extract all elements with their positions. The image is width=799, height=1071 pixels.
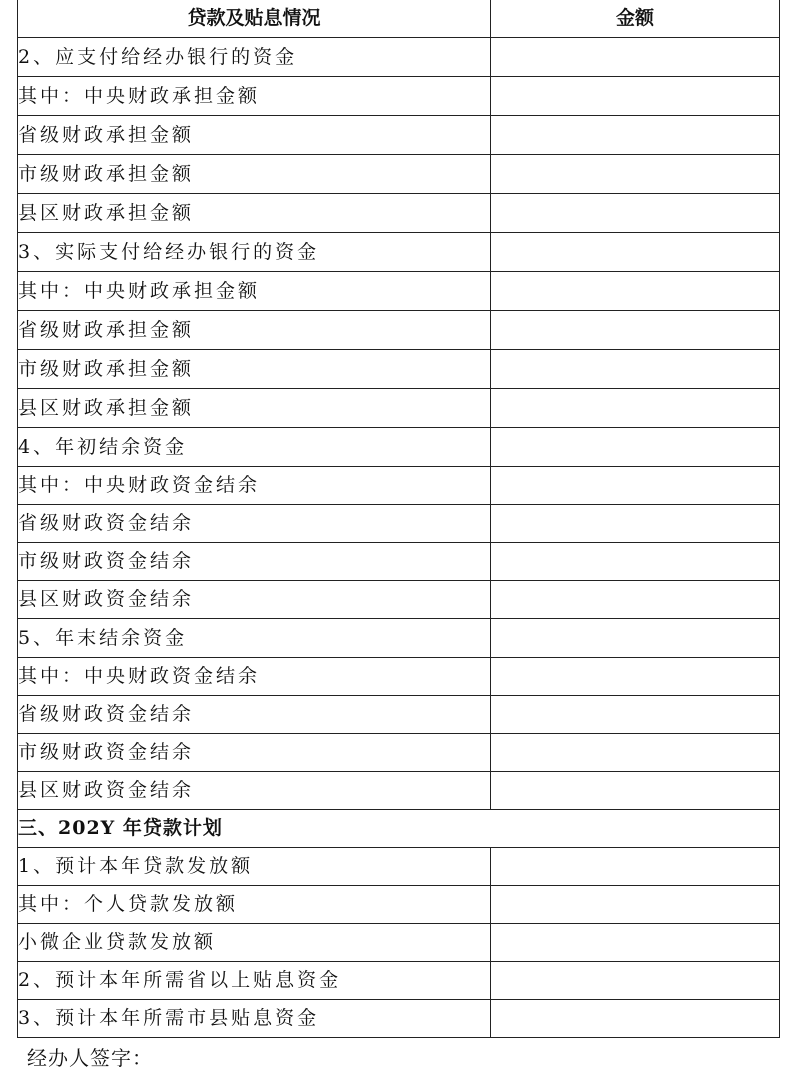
table-row bbox=[18, 155, 780, 194]
amount-cell[interactable] bbox=[491, 696, 780, 734]
table-row bbox=[18, 194, 780, 233]
amount-cell[interactable] bbox=[491, 886, 780, 924]
table-row bbox=[18, 1000, 780, 1038]
amount-cell[interactable] bbox=[491, 350, 780, 389]
amount-cell[interactable] bbox=[491, 658, 780, 696]
signature-label: 经办人签字： bbox=[27, 1046, 153, 1070]
row-label: 市级财政资金结余 bbox=[18, 734, 491, 772]
amount-cell[interactable] bbox=[491, 467, 780, 505]
row-label: 2、应支付给经办银行的资金 bbox=[18, 38, 491, 77]
amount-cell[interactable] bbox=[491, 38, 780, 77]
amount-cell[interactable] bbox=[491, 848, 780, 886]
header-amount: 金额 bbox=[491, 0, 780, 38]
table-row bbox=[18, 619, 780, 658]
row-label: 其中：个人贷款发放额 bbox=[18, 886, 491, 924]
row-label: 市级财政承担金额 bbox=[18, 350, 491, 389]
amount-cell[interactable] bbox=[491, 924, 780, 962]
table-row bbox=[18, 116, 780, 155]
row-label: 其中：中央财政承担金额 bbox=[18, 77, 491, 116]
table-row bbox=[18, 77, 780, 116]
row-label: 省级财政资金结余 bbox=[18, 505, 491, 543]
amount-cell[interactable] bbox=[491, 772, 780, 810]
row-label: 县区财政资金结余 bbox=[18, 772, 491, 810]
table-row bbox=[18, 389, 780, 428]
row-label: 省级财政承担金额 bbox=[18, 116, 491, 155]
table-row bbox=[18, 350, 780, 389]
amount-cell[interactable] bbox=[491, 428, 780, 467]
row-label: 3、实际支付给经办银行的资金 bbox=[18, 233, 491, 272]
table-row bbox=[18, 38, 780, 77]
section-title: 三、202Y 年贷款计划 bbox=[18, 810, 780, 848]
amount-cell[interactable] bbox=[491, 272, 780, 311]
table-row bbox=[18, 543, 780, 581]
table-row bbox=[18, 886, 780, 924]
table-row bbox=[18, 233, 780, 272]
amount-cell[interactable] bbox=[491, 581, 780, 619]
amount-cell[interactable] bbox=[491, 155, 780, 194]
amount-cell[interactable] bbox=[491, 116, 780, 155]
row-label: 3、预计本年所需市县贴息资金 bbox=[18, 1000, 491, 1038]
amount-cell[interactable] bbox=[491, 311, 780, 350]
row-label: 其中：中央财政资金结余 bbox=[18, 467, 491, 505]
row-label: 县区财政资金结余 bbox=[18, 581, 491, 619]
table-row bbox=[18, 772, 780, 810]
table-row bbox=[18, 581, 780, 619]
row-label: 县区财政承担金额 bbox=[18, 389, 491, 428]
amount-cell[interactable] bbox=[491, 389, 780, 428]
amount-cell[interactable] bbox=[491, 543, 780, 581]
table-row bbox=[18, 272, 780, 311]
section-row bbox=[18, 810, 780, 848]
row-label: 其中：中央财政资金结余 bbox=[18, 658, 491, 696]
table-header-row bbox=[18, 0, 780, 38]
row-label: 省级财政资金结余 bbox=[18, 696, 491, 734]
table-row bbox=[18, 924, 780, 962]
row-label: 省级财政承担金额 bbox=[18, 311, 491, 350]
amount-cell[interactable] bbox=[491, 619, 780, 658]
table-row bbox=[18, 505, 780, 543]
row-label: 5、年末结余资金 bbox=[18, 619, 491, 658]
row-label: 2、预计本年所需省以上贴息资金 bbox=[18, 962, 491, 1000]
row-label: 市级财政资金结余 bbox=[18, 543, 491, 581]
table-row bbox=[18, 311, 780, 350]
row-label: 小微企业贷款发放额 bbox=[18, 924, 491, 962]
amount-cell[interactable] bbox=[491, 505, 780, 543]
table-row bbox=[18, 658, 780, 696]
table-row bbox=[18, 428, 780, 467]
amount-cell[interactable] bbox=[491, 1000, 780, 1038]
amount-cell[interactable] bbox=[491, 233, 780, 272]
header-situation: 贷款及贴息情况 bbox=[18, 0, 491, 38]
amount-cell[interactable] bbox=[491, 734, 780, 772]
table-row bbox=[18, 696, 780, 734]
row-label: 县区财政承担金额 bbox=[18, 194, 491, 233]
table-row bbox=[18, 734, 780, 772]
row-label: 其中：中央财政承担金额 bbox=[18, 272, 491, 311]
loan-subsidy-table bbox=[17, 0, 780, 1038]
row-label: 4、年初结余资金 bbox=[18, 428, 491, 467]
amount-cell[interactable] bbox=[491, 77, 780, 116]
row-label: 1、预计本年贷款发放额 bbox=[18, 848, 491, 886]
amount-cell[interactable] bbox=[491, 962, 780, 1000]
row-label: 市级财政承担金额 bbox=[18, 155, 491, 194]
table-row bbox=[18, 962, 780, 1000]
amount-cell[interactable] bbox=[491, 194, 780, 233]
table-row bbox=[18, 467, 780, 505]
table-row bbox=[18, 848, 780, 886]
